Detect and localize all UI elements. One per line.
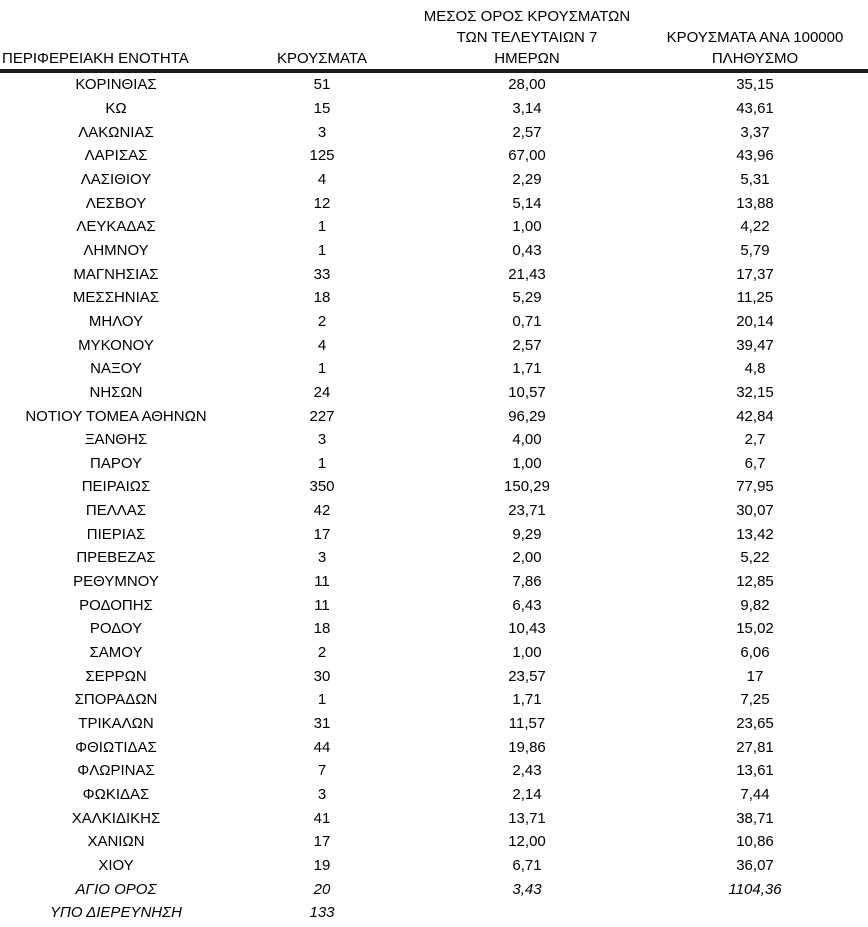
table-row — [0, 522, 868, 546]
cell-region: ΧΙΟΥ — [98, 856, 134, 874]
cell-per100k: 5,22 — [740, 549, 770, 567]
table-row — [0, 877, 868, 901]
cell-cases: 125 — [309, 147, 335, 165]
cell-avg7: 6,71 — [512, 856, 542, 874]
cell-region: ΜΕΣΣΗΝΙΑΣ — [72, 289, 160, 307]
cell-per100k: 23,65 — [736, 715, 774, 733]
table-row — [0, 854, 868, 878]
cell-avg7: 0,71 — [512, 312, 542, 330]
table-row — [0, 357, 868, 381]
cell-avg7: 2,00 — [512, 549, 542, 567]
cell-region: ΣΑΜΟΥ — [89, 644, 143, 662]
cell-cases: 1 — [317, 218, 327, 236]
cell-cases: 11 — [314, 573, 330, 591]
column-header-per100k-line2: ΠΛΗΘΥΣΜΟ — [711, 50, 799, 67]
table-row — [0, 73, 868, 97]
table-row — [0, 286, 868, 310]
cell-region: ΛΕΥΚΑΔΑΣ — [76, 218, 156, 236]
cell-per100k: 13,88 — [736, 194, 774, 212]
cell-avg7: 23,57 — [508, 667, 546, 685]
cell-region: ΤΡΙΚΑΛΩΝ — [78, 715, 154, 733]
cell-per100k: 6,06 — [740, 644, 770, 662]
cell-per100k: 77,95 — [736, 478, 774, 496]
cell-region: ΣΕΡΡΩΝ — [85, 667, 147, 685]
cell-cases: 1 — [317, 360, 327, 378]
cell-region: ΚΩ — [105, 99, 127, 117]
cell-per100k: 20,14 — [736, 312, 774, 330]
table-row — [0, 688, 868, 712]
cell-region: ΠΕΛΛΑΣ — [85, 502, 147, 520]
column-header-cases-label: ΚΡΟΥΣΜΑΤΑ — [277, 50, 367, 67]
cell-avg7: 2,57 — [512, 123, 542, 141]
cell-avg7: 2,43 — [512, 762, 542, 780]
table-row — [0, 783, 868, 807]
cell-cases: 33 — [313, 265, 331, 283]
cell-avg7: 1,00 — [512, 644, 542, 662]
cell-per100k: 12,85 — [736, 573, 774, 591]
cell-region: ΛΕΣΒΟΥ — [85, 194, 147, 212]
column-header-avg7-line2: ΤΩΝ ΤΕΛΕΥΤΑΙΩΝ 7 — [456, 29, 598, 46]
cell-avg7: 5,29 — [512, 289, 542, 307]
column-header-region-label: ΠΕΡΙΦΕΡΕΙΑΚΗ ΕΝΟΤΗΤΑ — [2, 50, 189, 67]
cell-cases: 133 — [309, 904, 335, 922]
cell-cases: 3 — [317, 786, 327, 804]
cell-avg7: 1,71 — [512, 691, 542, 709]
table-row — [0, 239, 868, 263]
cell-cases: 44 — [313, 738, 331, 756]
table-row — [0, 475, 868, 499]
cell-cases: 3 — [317, 431, 327, 449]
cell-per100k: 11,25 — [736, 289, 774, 307]
cell-region: ΝΗΣΩΝ — [89, 383, 143, 401]
table-row — [0, 428, 868, 452]
cell-region: ΧΑΛΚΙΔΙΚΗΣ — [71, 809, 161, 827]
cell-cases: 15 — [313, 99, 331, 117]
table-row — [0, 215, 868, 239]
table-row — [0, 452, 868, 476]
cell-region: ΑΓΙΟ ΟΡΟΣ — [75, 880, 157, 898]
cell-cases: 42 — [313, 502, 331, 520]
cell-avg7: 5,14 — [512, 194, 542, 212]
table-row — [0, 806, 868, 830]
cell-avg7: 28,00 — [508, 76, 546, 94]
table-row — [0, 168, 868, 192]
cell-cases: 19 — [313, 856, 331, 874]
cell-cases: 1 — [317, 454, 327, 472]
cell-cases: 24 — [313, 383, 331, 401]
cell-avg7: 21,43 — [508, 265, 546, 283]
table-row — [0, 901, 868, 925]
table-row — [0, 546, 868, 570]
cell-cases: 350 — [309, 478, 335, 496]
cell-region: ΛΑΚΩΝΙΑΣ — [78, 123, 154, 141]
table-row — [0, 593, 868, 617]
table-row — [0, 712, 868, 736]
table-row — [0, 310, 868, 334]
cell-cases: 227 — [309, 407, 335, 425]
cell-cases: 18 — [313, 620, 331, 638]
cell-per100k: 4,8 — [744, 360, 766, 378]
cell-cases: 17 — [313, 525, 331, 543]
cell-region: ΞΑΝΘΗΣ — [84, 431, 148, 449]
cell-cases: 4 — [317, 170, 327, 188]
table-row — [0, 759, 868, 783]
cell-per100k: 42,84 — [736, 407, 774, 425]
table-row — [0, 664, 868, 688]
cell-per100k: 5,79 — [740, 241, 770, 259]
cell-cases: 1 — [317, 241, 327, 259]
cell-avg7: 19,86 — [508, 738, 546, 756]
cell-per100k: 32,15 — [736, 383, 774, 401]
table-row — [0, 570, 868, 594]
table-row — [0, 499, 868, 523]
cell-avg7: 1,00 — [512, 454, 542, 472]
cell-per100k: 36,07 — [736, 856, 774, 874]
cell-cases: 2 — [317, 312, 327, 330]
cell-region: ΠΙΕΡΙΑΣ — [86, 525, 146, 543]
cell-cases: 2 — [317, 644, 327, 662]
table-row — [0, 404, 868, 428]
cell-avg7: 67,00 — [508, 147, 546, 165]
cell-avg7: 150,29 — [504, 478, 550, 496]
cell-region: ΠΑΡΟΥ — [89, 454, 143, 472]
column-header-avg7-line1: ΜΕΣΟΣ ΟΡΟΣ ΚΡΟΥΣΜΑΤΩΝ — [423, 8, 631, 25]
cell-region: ΝΟΤΙΟΥ ΤΟΜΕΑ ΑΘΗΝΩΝ — [25, 407, 207, 425]
column-header-per100k-line1: ΚΡΟΥΣΜΑΤΑ ΑΝΑ 100000 — [666, 29, 844, 46]
table-row — [0, 830, 868, 854]
cell-region: ΦΘΙΩΤΙΔΑΣ — [75, 738, 157, 756]
cell-per100k: 9,82 — [740, 596, 770, 614]
cell-per100k: 35,15 — [736, 76, 774, 94]
cell-per100k: 6,7 — [744, 454, 766, 472]
cell-per100k: 3,37 — [740, 123, 770, 141]
cell-avg7: 6,43 — [512, 596, 542, 614]
cell-region: ΚΟΡΙΝΘΙΑΣ — [75, 76, 157, 94]
table-row — [0, 735, 868, 759]
cell-region: ΛΑΣΙΘΙΟΥ — [80, 170, 152, 188]
cell-region: ΜΑΓΝΗΣΙΑΣ — [73, 265, 159, 283]
cell-cases: 31 — [313, 715, 331, 733]
cell-avg7: 10,43 — [508, 620, 546, 638]
cell-per100k: 7,25 — [740, 691, 770, 709]
cell-avg7: 96,29 — [508, 407, 546, 425]
table-row — [0, 144, 868, 168]
cell-region: ΡΟΔΟΠΗΣ — [79, 596, 153, 614]
cell-cases: 3 — [317, 123, 327, 141]
cell-per100k: 10,86 — [736, 833, 774, 851]
column-header-cases — [232, 48, 412, 69]
cell-per100k: 2,7 — [744, 431, 766, 449]
table-row — [0, 97, 868, 121]
cell-avg7: 10,57 — [508, 383, 546, 401]
cell-region: ΦΛΩΡΙΝΑΣ — [77, 762, 155, 780]
cell-per100k: 43,61 — [736, 99, 774, 117]
cell-per100k: 7,44 — [740, 786, 770, 804]
cell-avg7: 3,43 — [512, 880, 542, 898]
cell-avg7: 13,71 — [508, 809, 546, 827]
cell-region: ΧΑΝΙΩΝ — [87, 833, 145, 851]
cell-region: ΡΟΔΟΥ — [89, 620, 143, 638]
cell-avg7: 12,00 — [508, 833, 546, 851]
table-row — [0, 120, 868, 144]
cell-avg7: 2,29 — [512, 170, 542, 188]
cell-region: ΛΑΡΙΣΑΣ — [84, 147, 148, 165]
cell-avg7: 3,14 — [512, 99, 542, 117]
cell-region: ΛΗΜΝΟΥ — [83, 241, 149, 259]
cell-region: ΥΠΟ ΔΙΕΡΕΥΝΗΣΗ — [50, 904, 182, 922]
cell-per100k: 17 — [746, 667, 764, 685]
cell-per100k: 4,22 — [740, 218, 770, 236]
cell-cases: 4 — [317, 336, 327, 354]
table-row — [0, 262, 868, 286]
cell-per100k: 43,96 — [736, 147, 774, 165]
cell-region: ΣΠΟΡΑΔΩΝ — [74, 691, 158, 709]
cell-per100k: 13,42 — [736, 525, 774, 543]
table-row — [0, 333, 868, 357]
column-header-avg7 — [412, 6, 642, 69]
cell-avg7: 23,71 — [508, 502, 546, 520]
cell-cases: 1 — [317, 691, 327, 709]
table-row — [0, 191, 868, 215]
cell-region: ΠΕΙΡΑΙΩΣ — [81, 478, 151, 496]
cell-per100k: 5,31 — [740, 170, 770, 188]
column-header-per100k — [642, 27, 868, 69]
cell-cases: 30 — [313, 667, 331, 685]
cell-cases: 18 — [313, 289, 331, 307]
cell-region: ΠΡΕΒΕΖΑΣ — [76, 549, 156, 567]
cell-avg7: 1,00 — [512, 218, 542, 236]
cell-avg7: 4,00 — [512, 431, 542, 449]
cell-avg7: 11,57 — [508, 715, 546, 733]
cell-region: ΝΑΞΟΥ — [90, 360, 142, 378]
cell-region: ΜΗΛΟΥ — [88, 312, 144, 330]
cell-avg7: 1,71 — [512, 360, 542, 378]
cell-avg7: 7,86 — [512, 573, 542, 591]
cell-cases: 11 — [314, 596, 330, 614]
cell-cases: 20 — [313, 880, 331, 898]
column-header-region — [0, 48, 232, 69]
cell-cases: 51 — [313, 76, 331, 94]
cell-per100k: 39,47 — [736, 336, 774, 354]
cell-per100k: 15,02 — [736, 620, 774, 638]
cell-per100k: 27,81 — [736, 738, 774, 756]
cell-region: ΡΕΘΥΜΝΟΥ — [73, 573, 159, 591]
cell-per100k: 1104,36 — [728, 880, 782, 898]
table-row — [0, 641, 868, 665]
cell-per100k: 17,37 — [736, 265, 774, 283]
table-header — [0, 0, 868, 69]
cell-avg7: 2,57 — [512, 336, 542, 354]
cell-avg7: 2,14 — [512, 786, 542, 804]
column-header-avg7-line3: ΗΜΕΡΩΝ — [494, 50, 560, 67]
cell-cases: 12 — [313, 194, 331, 212]
cell-cases: 17 — [313, 833, 331, 851]
table-row — [0, 617, 868, 641]
cell-per100k: 13,61 — [736, 762, 774, 780]
cell-region: ΦΩΚΙΔΑΣ — [82, 786, 150, 804]
table-row — [0, 381, 868, 405]
cell-avg7: 0,43 — [512, 241, 542, 259]
cell-cases: 3 — [317, 549, 327, 567]
cell-cases: 41 — [313, 809, 331, 827]
cell-per100k: 30,07 — [736, 502, 774, 520]
table-body — [0, 73, 868, 925]
cell-per100k: 38,71 — [736, 809, 774, 827]
cell-avg7: 9,29 — [512, 525, 542, 543]
cell-cases: 7 — [317, 762, 327, 780]
cell-region: ΜΥΚΟΝΟΥ — [78, 336, 154, 354]
